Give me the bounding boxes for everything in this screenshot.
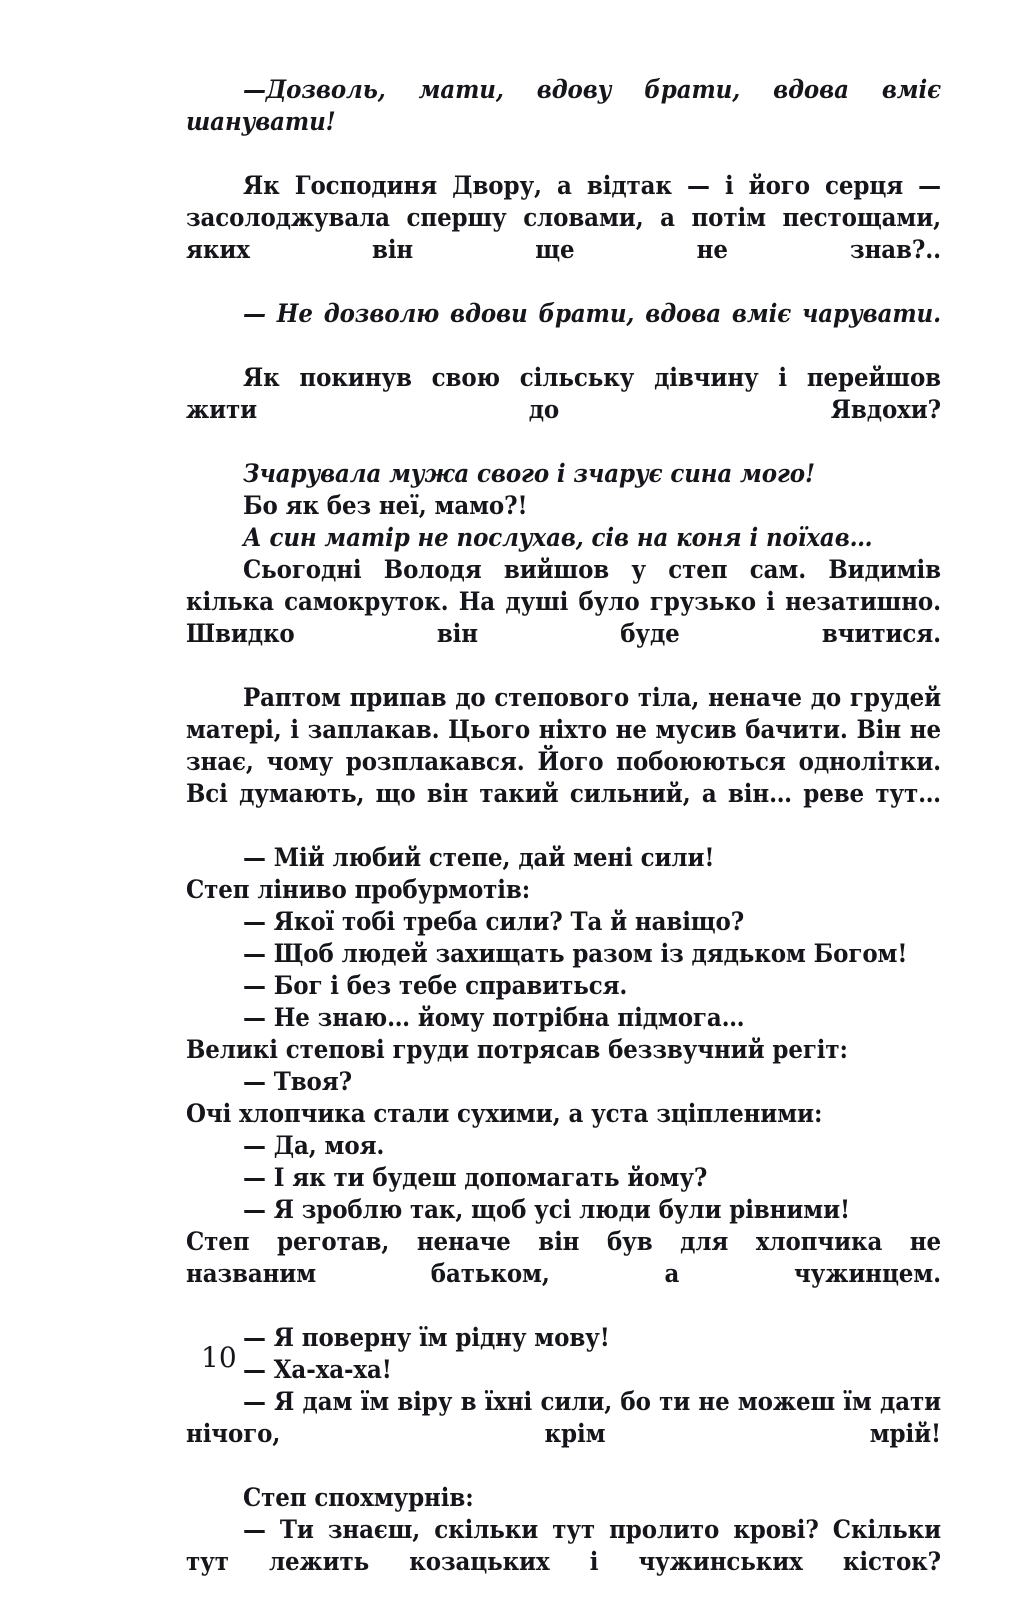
paragraph: — Ха-ха-ха! xyxy=(243,1355,392,1385)
paragraph: Степ ліниво пробурмотів: xyxy=(186,875,531,905)
paragraph: Сьогодні Володя вийшов у степ сам. Видимів кілька самокруток. На душі було грузько і незатишно. Швидко він буде вчитися. xyxy=(186,555,941,649)
page-text-body xyxy=(186,74,941,1610)
paragraph: Очі хлопчика стали сухими, а уста зціпленими: xyxy=(186,1099,823,1129)
paragraph: — Я поверну їм рідну мову! xyxy=(243,1323,610,1353)
paragraph: — Якої тобі треба сили? Та й навіщо? xyxy=(243,907,745,937)
paragraph: — Бог і без тебе справиться. xyxy=(243,971,628,1001)
paragraph: — Не знаю… йому потрібна підмога… xyxy=(243,1003,745,1033)
paragraph: Як Господиня Двору, а відтак — і його серця — засолоджувала спершу словами, а потім пестощами, яких він ще не знав?.. xyxy=(186,171,941,265)
paragraph: — Я зроблю так, щоб усі люди були рівними! xyxy=(243,1195,850,1225)
paragraph: —Дозволь, мати, вдову брати, вдова вміє шанувати! xyxy=(186,75,941,137)
paragraph: Як покинув свою сільську дівчину і перейшов жити до Явдохи? xyxy=(186,363,941,425)
paragraph: — Твоя? xyxy=(243,1067,352,1097)
paragraph: — Щоб людей захищать разом із дядьком Богом! xyxy=(243,939,908,969)
paragraph: Степ реготав, неначе він був для хлопчика не названим батьком, а чужинцем. xyxy=(186,1227,941,1289)
page-number: 10 xyxy=(201,1341,237,1374)
paragraph: А син матір не послухав, сів на коня і поїхав… xyxy=(243,523,873,553)
paragraph: — Мій любий степе, дай мені сили! xyxy=(243,843,715,873)
paragraph: — Ти знаєш, скільки тут пролито крові? Скільки тут лежить козацьких і чужинських кісток? xyxy=(186,1515,941,1577)
paragraph: Великі степові груди потрясав беззвучний регіт: xyxy=(186,1035,848,1065)
paragraph: — Не дозволю вдови брати, вдова вміє чарувати. xyxy=(243,299,941,329)
paragraph: — Да, моя. xyxy=(243,1131,385,1161)
paragraph: Бо як без неї, мамо?! xyxy=(243,491,528,521)
paragraph: Степ спохмурнів: xyxy=(243,1483,474,1513)
paragraph: Зчарувала мужа свого і зчарує сина мого! xyxy=(243,459,815,489)
paragraph: — І як ти будеш допомагать йому? xyxy=(243,1163,708,1193)
paragraph: — Я дам їм віру в їхні сили, бо ти не можеш їм дати нічого, крім мрій! xyxy=(186,1387,941,1449)
paragraph: Раптом припав до степового тіла, неначе до грудей матері, і заплакав. Цього ніхто не мусив бачити. Він не знає, чому розплакався. Його побоюються однолітки. Всі думають, що він такий сильний, а він… реве тут… xyxy=(186,683,941,809)
